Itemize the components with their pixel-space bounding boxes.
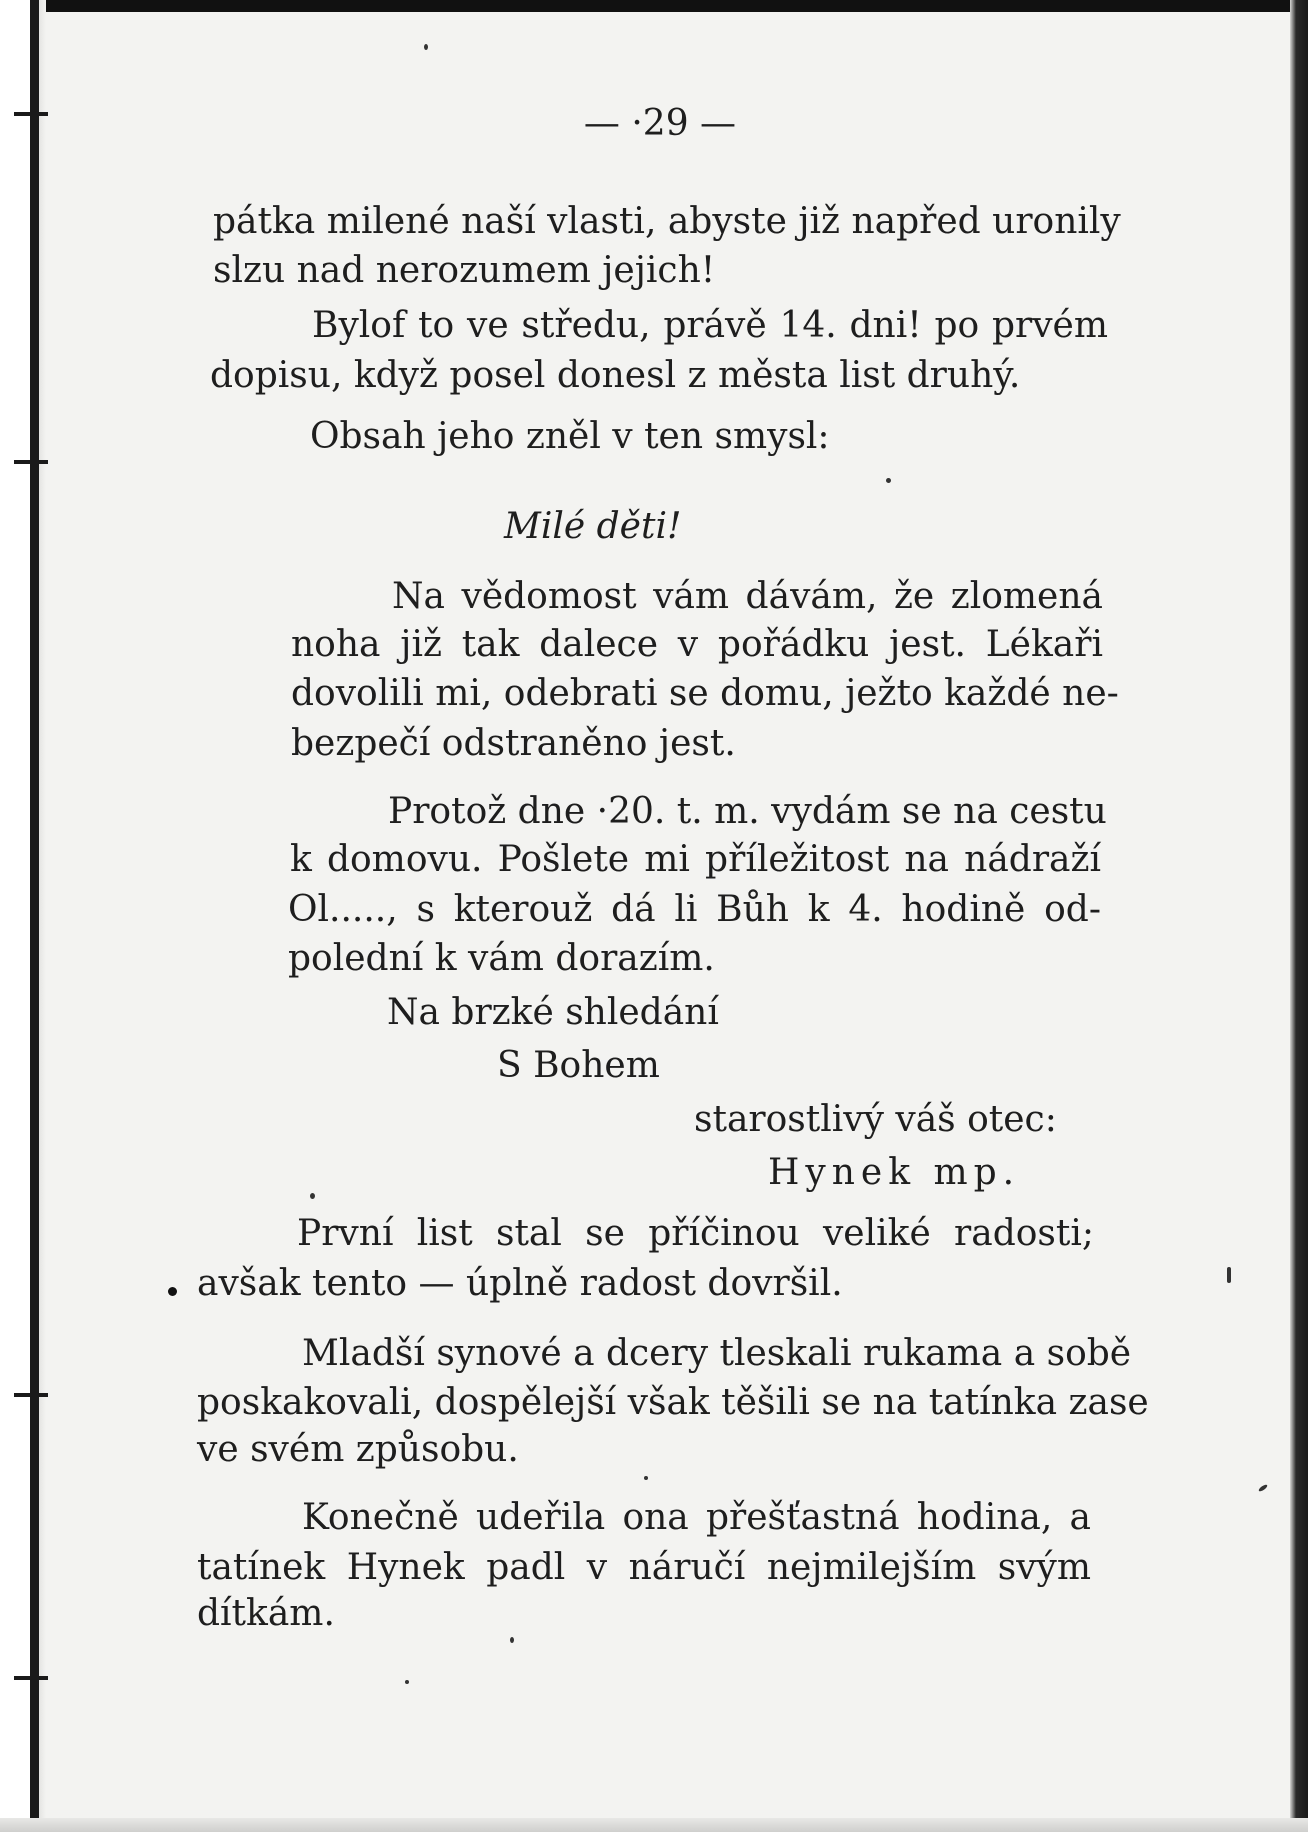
text-line: avšak tento — úplně radost dovršil. — [197, 1263, 843, 1304]
letter-text-line: Ol....., s kterouž dá li Bůh k 4. hodině od- — [288, 889, 1101, 930]
scan-binding-edge — [0, 0, 46, 1832]
letter-text-line: bezpečí odstraněno jest. — [291, 723, 736, 764]
text-line: tatínek Hynek padl v náručí nejmilejším svým — [197, 1547, 1091, 1588]
letter-text-line: Na vědomost vám dávám, že zlomená — [392, 576, 1103, 617]
ink-speck — [510, 1637, 514, 1643]
text-line: poskakovali, dospělejší však těšili se na tatínka zase — [197, 1382, 1149, 1423]
letter-closing: Na brzké shledání — [387, 992, 719, 1033]
text-line: První list stal se příčinou veliké radosti; — [297, 1213, 1094, 1254]
text-line: Bylof to ve středu, právě 14. dni! po prvém — [312, 305, 1108, 346]
letter-closing: S Bohem — [497, 1045, 660, 1086]
binding-mark — [14, 460, 48, 464]
letter-text-line: noha již tak dalece v pořádku jest. Lékaři — [291, 624, 1103, 665]
scan-top-edge — [0, 0, 1308, 12]
binding-mark — [14, 1393, 48, 1397]
ink-speck — [405, 1680, 409, 1684]
text-line: dopisu, když posel donesl z města list druhý. — [210, 355, 1021, 396]
letter-text-line: dovolili mi, odebrati se domu, ježto každé ne- — [291, 673, 1119, 714]
text-line: Obsah jeho zněl v ten smysl: — [310, 416, 830, 457]
letter-text-line: k domovu. Pošlete mi příležitost na nádraží — [290, 839, 1101, 880]
ink-speck — [310, 1193, 315, 1199]
letter-text-line: Protož dne ·20. t. m. vydám se na cestu — [388, 791, 1107, 832]
text-line: pátka milené naší vlasti, abyste již napřed uronily — [213, 201, 1121, 242]
scan-bottom-edge — [0, 1818, 1308, 1832]
letter-salutation: Milé děti! — [504, 506, 682, 547]
ink-speck — [424, 44, 428, 50]
text-line: ve svém způsobu. — [197, 1429, 519, 1470]
binding-mark — [14, 112, 48, 116]
letter-signature-name: Hynek mp. — [768, 1152, 1021, 1193]
ink-speck — [1258, 1483, 1268, 1492]
page-number: — ·29 — — [583, 103, 737, 144]
letter-text-line: polední k vám dorazím. — [288, 938, 715, 979]
ink-speck — [1227, 1267, 1231, 1283]
letter-signature-line: starostlivý váš otec: — [694, 1099, 1057, 1140]
ink-speck — [644, 1476, 648, 1480]
binding-mark — [14, 1676, 48, 1680]
ink-speck — [886, 478, 891, 483]
scan-right-edge — [1290, 0, 1308, 1832]
text-line: Mladší synové a dcery tleskali rukama a sobě — [302, 1333, 1132, 1374]
text-line: slzu nad nerozumem jejich! — [213, 250, 716, 291]
ink-speck — [168, 1287, 177, 1296]
text-line: Konečně udeřila ona přešťastná hodina, a — [302, 1497, 1091, 1538]
text-line: dítkám. — [197, 1593, 335, 1634]
